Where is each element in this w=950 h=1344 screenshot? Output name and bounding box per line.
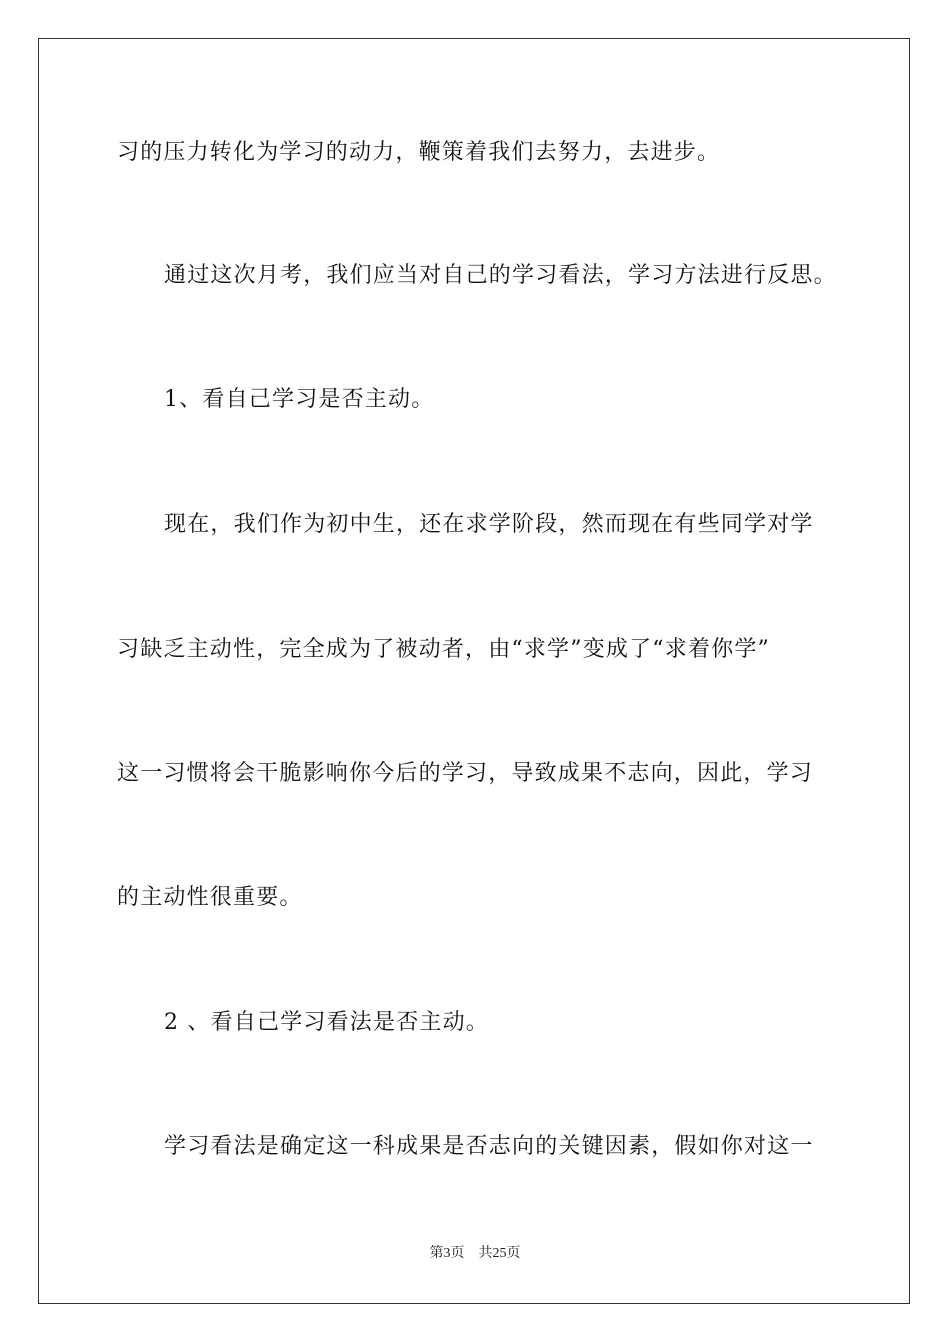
paragraph-line: 习缺乏主动性，完全成为了被动者，由“求学”变成了“求着你学” xyxy=(117,637,770,662)
list-item-heading: 2 、看自己学习看法是否主动。 xyxy=(164,1010,489,1035)
list-item-heading: 1、看自己学习是否主动。 xyxy=(164,387,435,412)
page-footer xyxy=(0,1244,950,1264)
paragraph-line: 的主动性很重要。 xyxy=(117,885,303,910)
paragraph-line: 通过这次月考，我们应当对自己的学习看法，学习方法进行反思。 xyxy=(164,263,837,288)
page-number: 第3页 xyxy=(429,1246,465,1261)
paragraph-line: 现在，我们作为初中生，还在求学阶段，然而现在有些同学对学 xyxy=(164,512,814,537)
paragraph-line: 习的压力转化为学习的动力，鞭策着我们去努力，去进步。 xyxy=(117,140,721,165)
total-pages: 共25页 xyxy=(478,1246,521,1261)
page-border xyxy=(38,38,910,1304)
paragraph-line: 这一习惯将会干脆影响你今后的学习，导致成果不志向，因此，学习 xyxy=(117,761,814,786)
paragraph-line: 学习看法是确定这一科成果是否志向的关键因素，假如你对这一 xyxy=(164,1134,814,1159)
